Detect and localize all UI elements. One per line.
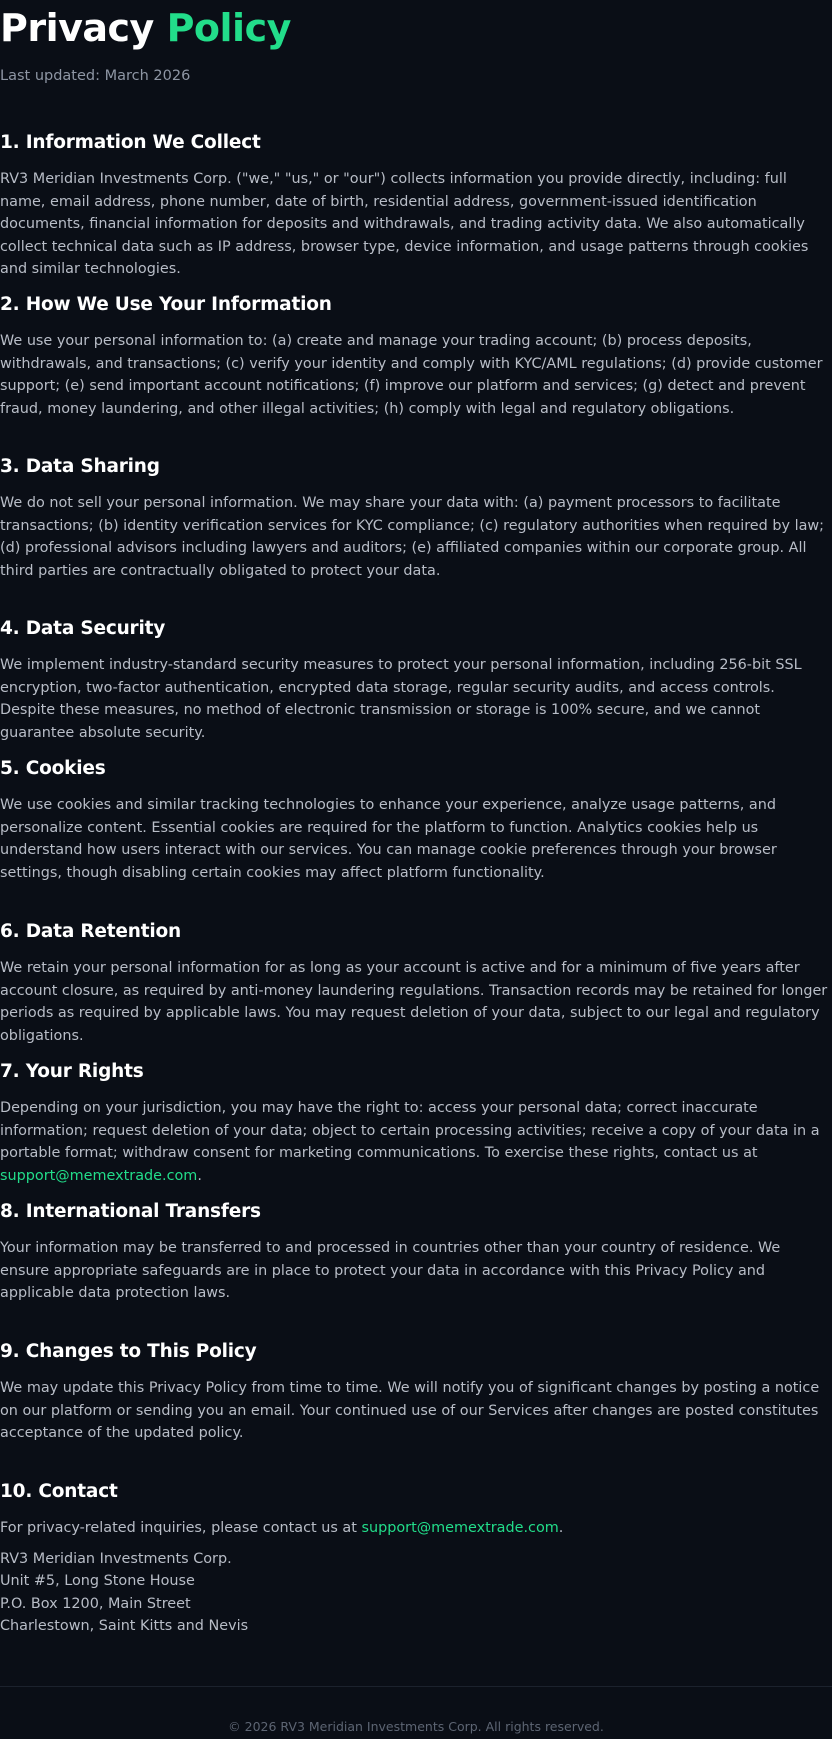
section-body-end: . bbox=[197, 1167, 202, 1184]
footer-copyright: © 2026 RV3 Meridian Investments Corp. All rights reserved. bbox=[228, 1719, 604, 1734]
section-body: We retain your personal information for as long as your account is active and for a minimum of five years after account closure, as required by anti-money laundering regulations. Transaction records may be retained for longer periods as required by applicable laws. You may request deletion of your data, subject to our legal and regulatory obligations. bbox=[0, 960, 828, 1044]
section-changes bbox=[0, 1339, 832, 1441]
last-updated-text: Last updated: March 2026 bbox=[0, 68, 191, 84]
section-information-we-collect bbox=[0, 130, 832, 277]
section-data-sharing bbox=[0, 454, 832, 579]
section-heading: 9. Changes to This Policy bbox=[0, 1341, 257, 1362]
section-heading: 8. International Transfers bbox=[0, 1201, 261, 1222]
section-body: We may update this Privacy Policy from time to time. We will notify you of significant changes by posting a notice on our platform or sending you an email. Your continued use of our Services after changes are posted constitutes acceptance of the updated policy. bbox=[0, 1380, 820, 1441]
section-heading: 3. Data Sharing bbox=[0, 456, 160, 477]
section-heading: 2. How We Use Your Information bbox=[0, 294, 332, 315]
page-title-main: Privacy bbox=[0, 6, 154, 50]
section-body: Your information may be transferred to and processed in countries other than your country of residence. We ensure appropriate safeguards are in place to protect your data in accordance with this Privacy Policy and applicable data protection laws. bbox=[0, 1240, 781, 1301]
footer-divider bbox=[0, 1686, 832, 1687]
page-title bbox=[0, 2, 291, 54]
address-line: P.O. Box 1200, Main Street bbox=[0, 1596, 191, 1612]
section-body bbox=[0, 1097, 832, 1187]
section-body: We use your personal information to: (a) create and manage your trading account; (b) process deposits, withdrawals, and transactions; (c) verify your identity and comply with KYC/AML regulations; (d) provide customer support; (e) send important account notifications; (f) improve our platform and services; (g) detect and prevent fraud, money laundering, and other illegal activities; (h) comply with legal and regulatory obligations. bbox=[0, 333, 823, 417]
section-heading: 1. Information We Collect bbox=[0, 132, 261, 153]
section-body-text: For privacy-related inquiries, please contact us at bbox=[0, 1520, 362, 1536]
section-body: We implement industry-standard security measures to protect your personal information, including 256-bit SSL encryption, two-factor authentication, encrypted data storage, regular security audits, and access controls. Despite these measures, no method of electronic transmission or storage is 100% secure, and we cannot guarantee absolute security. bbox=[0, 657, 802, 741]
section-data-retention bbox=[0, 919, 832, 1044]
section-how-we-use bbox=[0, 292, 832, 417]
section-body-end: . bbox=[558, 1520, 564, 1536]
section-body-text: Depending on your jurisdiction, you may have the right to: access your personal data; correct inaccurate information; request deletion of your data; object to certain processing activities; receive a copy of your data in a portable format; withdraw consent for marketing communications. To exercise these rights, contact us at bbox=[0, 1100, 820, 1161]
section-body: RV3 Meridian Investments Corp. ("we," "us," or "our") collects information you provide directly, including: full name, email address, phone number, date of birth, residential address, government-issued identification documents, financial information for deposits and withdrawals, and trading activity data. We also automatically collect technical data such as IP address, browser type, device information, and usage patterns through cookies and similar technologies. bbox=[0, 171, 809, 277]
section-international-transfers bbox=[0, 1199, 832, 1301]
section-body: We do not sell your personal information. We may share your data with: (a) payment processors to facilitate transactions; (b) identity verification services for KYC compliance; (c) regulatory authorities when required by law; (d) professional advisors including lawyers and auditors; (e) affiliated companies within our corporate group. All third parties are contractually obligated to protect your data. bbox=[0, 495, 825, 579]
section-body bbox=[0, 1517, 832, 1540]
support-email-link[interactable]: support@memextrade.com bbox=[0, 1167, 198, 1184]
section-your-rights bbox=[0, 1059, 832, 1184]
section-heading: 6. Data Retention bbox=[0, 921, 181, 942]
address-line: Unit #5, Long Stone House bbox=[0, 1573, 195, 1589]
section-body: We use cookies and similar tracking technologies to enhance your experience, analyze usage patterns, and personalize content. Essential cookies are required for the platform to function. Analytics cookies help us understand how users interact with our services. You can manage cookie preferences through your browser settings, though disabling certain cookies may affect platform functionality. bbox=[0, 797, 777, 881]
section-heading: 10. Contact bbox=[0, 1481, 118, 1502]
address-line: Charlestown, Saint Kitts and Nevis bbox=[0, 1618, 249, 1634]
support-email-link[interactable]: support@memextrade.com bbox=[361, 1520, 559, 1536]
section-heading: 7. Your Rights bbox=[0, 1061, 144, 1082]
section-heading: 4. Data Security bbox=[0, 618, 166, 639]
section-contact bbox=[0, 1479, 832, 1634]
page-title-accent: Policy bbox=[166, 6, 291, 50]
address-line: RV3 Meridian Investments Corp. bbox=[0, 1551, 232, 1567]
section-cookies bbox=[0, 756, 832, 881]
section-data-security bbox=[0, 616, 832, 741]
section-heading: 5. Cookies bbox=[0, 758, 106, 779]
